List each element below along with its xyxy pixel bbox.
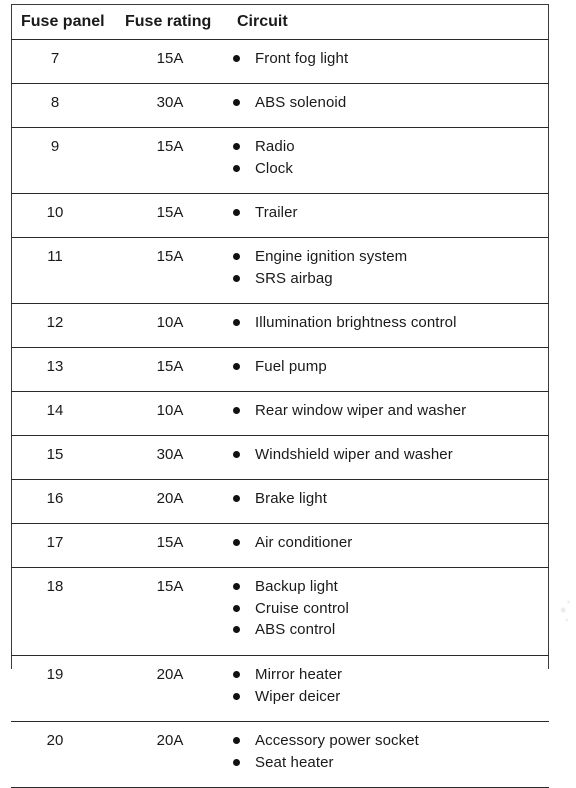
- circuit-label: Clock: [255, 159, 294, 177]
- circuit-label: ABS solenoid: [255, 94, 347, 111]
- circuit-item: [233, 730, 549, 752]
- circuit-cell: [233, 568, 549, 656]
- fuse-rating-cell: 15A: [119, 40, 233, 84]
- circuit-list: [233, 246, 549, 289]
- fuse-rating-cell: 15A: [119, 194, 233, 238]
- circuit-list: [233, 356, 549, 378]
- bullet-icon: [233, 275, 240, 282]
- fuse-panel-cell: 18: [11, 568, 119, 656]
- fuse-rating-cell: 15A: [119, 238, 233, 304]
- circuit-item: [233, 312, 549, 334]
- circuit-item: [233, 246, 549, 268]
- circuit-label: Accessory power socket: [255, 732, 419, 749]
- table-row: [11, 524, 549, 568]
- scan-artifact: [556, 590, 574, 630]
- circuit-item: [233, 488, 549, 510]
- circuit-label: Seat heater: [255, 753, 334, 771]
- table-row: [11, 656, 549, 722]
- bullet-icon: [233, 143, 240, 150]
- bullet-icon: [233, 759, 240, 766]
- circuit-item: [233, 598, 549, 620]
- fuse-panel-cell: 19: [11, 656, 119, 722]
- fuse-rating-cell: 15A: [119, 524, 233, 568]
- fuse-panel-cell: 16: [11, 480, 119, 524]
- bullet-icon: [233, 363, 240, 370]
- fuse-panel-cell: 9: [11, 128, 119, 194]
- circuit-label: Cruise control: [255, 599, 349, 617]
- bullet-icon: [233, 55, 240, 62]
- fuse-rating-cell: 30A: [119, 84, 233, 128]
- circuit-label: Air conditioner: [255, 534, 353, 551]
- circuit-list: [233, 576, 549, 641]
- table-row: [11, 722, 549, 788]
- circuit-label: Fuel pump: [255, 358, 327, 375]
- fuse-panel-cell: 13: [11, 348, 119, 392]
- bullet-icon: [233, 693, 240, 700]
- circuit-list: [233, 312, 549, 334]
- circuit-cell: [233, 84, 549, 128]
- bullet-icon: [233, 407, 240, 414]
- circuit-list: [233, 48, 549, 70]
- table-row: [11, 194, 549, 238]
- circuit-label: ABS control: [255, 621, 336, 638]
- table-row: [11, 128, 549, 194]
- fuse-panel-cell: 8: [11, 84, 119, 128]
- circuit-item: [233, 356, 549, 378]
- table-row: [11, 238, 549, 304]
- circuit-item: [233, 686, 549, 708]
- table-row: [11, 348, 549, 392]
- fuse-rating-cell: 30A: [119, 436, 233, 480]
- circuit-item: [233, 268, 549, 290]
- fuse-panel-cell: 12: [11, 304, 119, 348]
- circuit-item: [233, 400, 549, 422]
- circuit-cell: [233, 392, 549, 436]
- circuit-item: [233, 158, 549, 180]
- fuse-panel-cell: 20: [11, 722, 119, 788]
- circuit-list: [233, 730, 549, 773]
- circuit-item: [233, 202, 549, 224]
- circuit-item: [233, 576, 549, 598]
- circuit-list: [233, 136, 549, 179]
- fuse-rating-cell: 10A: [119, 392, 233, 436]
- fuse-table: [11, 5, 549, 788]
- circuit-label: Trailer: [255, 204, 298, 221]
- bullet-icon: [233, 626, 240, 633]
- fuse-panel-cell: 7: [11, 40, 119, 84]
- bullet-icon: [233, 209, 240, 216]
- table-row: [11, 304, 549, 348]
- circuit-cell: [233, 480, 549, 524]
- bullet-icon: [233, 737, 240, 744]
- header-fuse-rating: Fuse rating: [119, 5, 233, 40]
- circuit-list: [233, 202, 549, 224]
- circuit-cell: [233, 194, 549, 238]
- circuit-label: SRS airbag: [255, 269, 333, 287]
- table-row: [11, 436, 549, 480]
- table-row: [11, 84, 549, 128]
- bullet-icon: [233, 583, 240, 590]
- circuit-item: [233, 92, 549, 114]
- circuit-item: [233, 48, 549, 70]
- circuit-list: [233, 92, 549, 114]
- fuse-rating-cell: 20A: [119, 722, 233, 788]
- circuit-list: [233, 664, 549, 707]
- table-row: [11, 480, 549, 524]
- fuse-rating-cell: 15A: [119, 568, 233, 656]
- circuit-cell: [233, 40, 549, 84]
- fuse-panel-cell: 10: [11, 194, 119, 238]
- circuit-item: [233, 532, 549, 554]
- bullet-icon: [233, 451, 240, 458]
- table-row: [11, 568, 549, 656]
- fuse-panel-cell: 14: [11, 392, 119, 436]
- fuse-rating-cell: 15A: [119, 348, 233, 392]
- table-row: [11, 392, 549, 436]
- circuit-list: [233, 532, 549, 554]
- circuit-label: Mirror heater: [255, 666, 343, 683]
- table-row: [11, 40, 549, 84]
- circuit-item: [233, 619, 549, 641]
- circuit-item: [233, 664, 549, 686]
- header-circuit: Circuit: [233, 5, 549, 40]
- bullet-icon: [233, 605, 240, 612]
- fuse-rating-cell: 20A: [119, 656, 233, 722]
- fuse-rating-cell: 10A: [119, 304, 233, 348]
- circuit-label: Radio: [255, 138, 295, 155]
- header-fuse-panel: Fuse panel: [11, 5, 119, 40]
- circuit-item: [233, 752, 549, 774]
- circuit-cell: [233, 348, 549, 392]
- fuse-panel-cell: 15: [11, 436, 119, 480]
- circuit-cell: [233, 524, 549, 568]
- circuit-cell: [233, 436, 549, 480]
- fuse-panel-cell: 11: [11, 238, 119, 304]
- circuit-cell: [233, 238, 549, 304]
- circuit-list: [233, 444, 549, 466]
- circuit-cell: [233, 656, 549, 722]
- circuit-label: Engine ignition system: [255, 248, 408, 265]
- circuit-cell: [233, 128, 549, 194]
- fuse-rating-cell: 20A: [119, 480, 233, 524]
- circuit-label: Windshield wiper and washer: [255, 446, 453, 463]
- bullet-icon: [233, 495, 240, 502]
- circuit-cell: [233, 304, 549, 348]
- circuit-item: [233, 136, 549, 158]
- circuit-item: [233, 444, 549, 466]
- bullet-icon: [233, 165, 240, 172]
- circuit-cell: [233, 722, 549, 788]
- bullet-icon: [233, 99, 240, 106]
- circuit-label: Front fog light: [255, 50, 349, 67]
- table-header-row: [11, 5, 549, 40]
- circuit-label: Rear window wiper and washer: [255, 402, 467, 419]
- bullet-icon: [233, 319, 240, 326]
- bullet-icon: [233, 253, 240, 260]
- circuit-label: Wiper deicer: [255, 687, 341, 705]
- fuse-rating-cell: 15A: [119, 128, 233, 194]
- table-body: [11, 40, 549, 788]
- circuit-label: Backup light: [255, 578, 338, 595]
- circuit-list: [233, 400, 549, 422]
- bullet-icon: [233, 539, 240, 546]
- fuse-panel-cell: 17: [11, 524, 119, 568]
- circuit-label: Illumination brightness control: [255, 314, 457, 331]
- circuit-label: Brake light: [255, 490, 327, 507]
- circuit-list: [233, 488, 549, 510]
